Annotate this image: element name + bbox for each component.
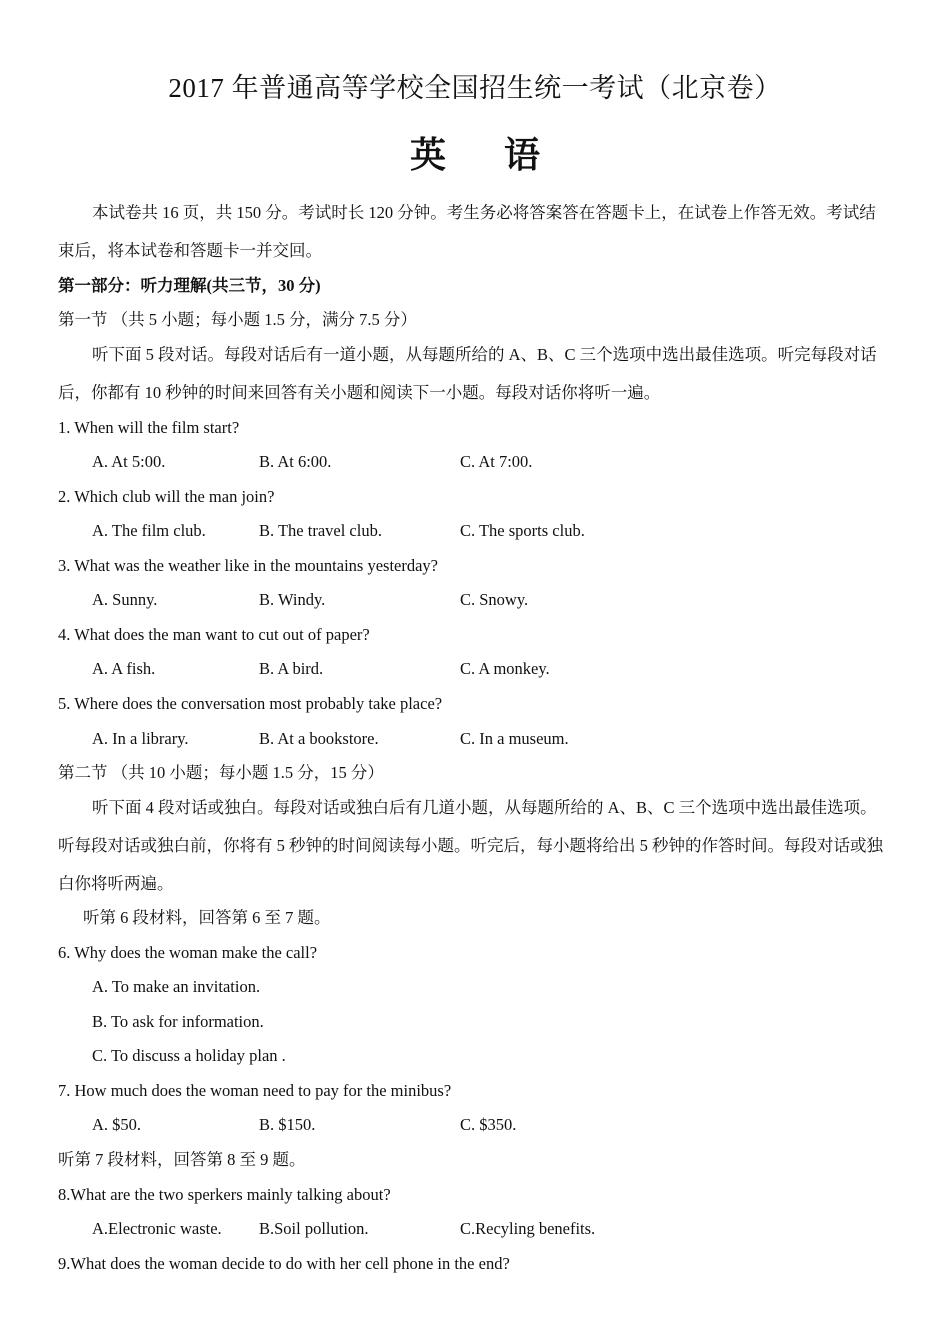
question-5-option-c: C. In a museum. <box>460 729 569 748</box>
question-6-option-a: A. To make an invitation. <box>92 977 261 996</box>
question-4-option-c: C. A monkey. <box>460 659 550 678</box>
question-8-option-a: A.Electronic waste. <box>92 1219 222 1238</box>
question-7-option-c: C. $350. <box>460 1115 517 1134</box>
question-5-option-b: B. At a bookstore. <box>259 729 379 748</box>
question-1-option-c: C. At 7:00. <box>460 452 533 471</box>
question-8-option-b: B.Soil pollution. <box>259 1219 369 1238</box>
question-6-option-b: B. To ask for information. <box>92 1012 264 1031</box>
section1-instruction-1: 听下面 5 段对话。每段对话后有一道小题，从每题所给的 A、B、C 三个选项中选出最佳选项。听完每段对话 <box>92 345 877 364</box>
material-6-note: 听第 6 段材料，回答第 6 至 7 题。 <box>83 908 331 927</box>
exam-title: 2017 年普通高等学校全国招生统一考试（北京卷） <box>168 73 782 103</box>
question-8-option-c: C.Recyling benefits. <box>460 1219 596 1238</box>
section1-heading: 第一节 （共 5 小题；每小题 1.5 分，满分 7.5 分） <box>58 310 417 329</box>
material-7-note: 听第 7 段材料，回答第 8 至 9 题。 <box>58 1150 306 1169</box>
intro-line-2: 束后，将本试卷和答题卡一并交回。 <box>58 241 322 260</box>
subject-title: 英语 <box>409 135 598 176</box>
intro-line-1: 本试卷共 16 页，共 150 分。考试时长 120 分钟。考生务必将答案答在答题卡上，在试卷上作答无效。考试结 <box>92 203 876 222</box>
question-3-option-b: B. Windy. <box>259 590 326 609</box>
question-2-option-b: B. The travel club. <box>259 521 382 540</box>
section1-instruction-2: 后，你都有 10 秒钟的时间来回答有关小题和阅读下一小题。每段对话你将听一遍。 <box>58 383 661 402</box>
part1-heading: 第一部分：听力理解(共三节，30 分) <box>58 276 321 295</box>
question-7-option-a: A. $50. <box>92 1115 142 1134</box>
section2-instruction-3: 白你将听两遍。 <box>58 874 174 893</box>
question-5-option-a: A. In a library. <box>92 729 189 748</box>
question-3-option-a: A. Sunny. <box>92 590 158 609</box>
question-4-option-a: A. A fish. <box>92 659 156 678</box>
question-2-option-c: C. The sports club. <box>460 521 585 540</box>
question-1-option-a: A. At 5:00. <box>92 452 166 471</box>
question-4: 4. What does the man want to cut out of paper? <box>58 625 370 644</box>
question-1: 1. When will the film start? <box>58 418 240 437</box>
question-3-option-c: C. Snowy. <box>460 590 529 609</box>
question-9: 9.What does the woman decide to do with her cell phone in the end? <box>58 1254 510 1273</box>
question-1-option-b: B. At 6:00. <box>259 452 332 471</box>
section2-heading: 第二节 （共 10 小题；每小题 1.5 分，15 分） <box>58 763 384 782</box>
section2-instruction-1: 听下面 4 段对话或独白。每段对话或独白后有几道小题，从每题所给的 A、B、C 三个选项中选出最佳选项。 <box>92 798 877 817</box>
question-4-option-b: B. A bird. <box>259 659 324 678</box>
question-7-option-b: B. $150. <box>259 1115 316 1134</box>
question-2: 2. Which club will the man join? <box>58 487 275 506</box>
question-3: 3. What was the weather like in the mountains yesterday? <box>58 556 438 575</box>
question-2-option-a: A. The film club. <box>92 521 206 540</box>
question-6: 6. Why does the woman make the call? <box>58 943 318 962</box>
question-7: 7. How much does the woman need to pay for the minibus? <box>58 1081 452 1100</box>
section2-instruction-2: 听每段对话或独白前，你将有 5 秒钟的时间阅读每小题。听完后，每小题将给出 5 秒钟的作答时间。每段对话或独 <box>58 836 883 855</box>
question-8: 8.What are the two sperkers mainly talking about? <box>58 1185 391 1204</box>
question-5: 5. Where does the conversation most probably take place? <box>58 694 443 713</box>
question-6-option-c: C. To discuss a holiday plan . <box>92 1046 286 1065</box>
